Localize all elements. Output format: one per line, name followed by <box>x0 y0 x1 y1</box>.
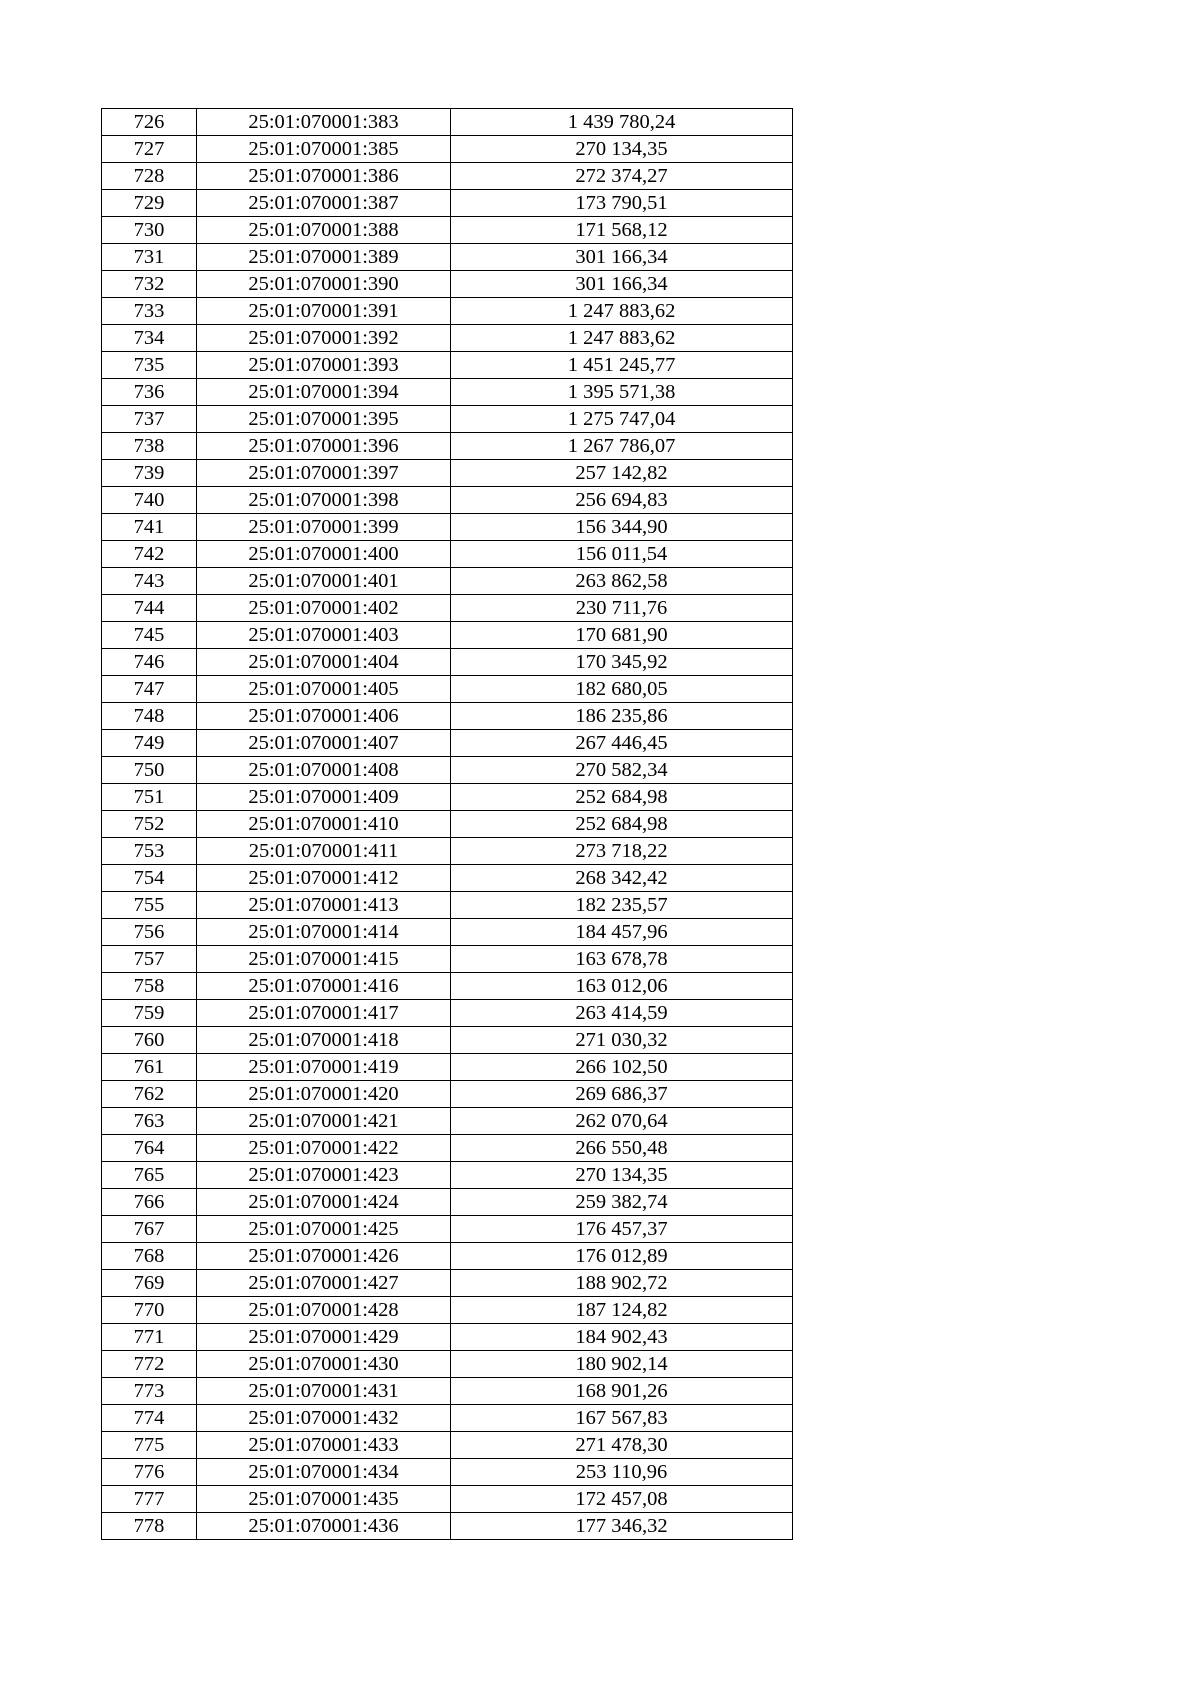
table-row <box>102 1459 793 1486</box>
table-row <box>102 1486 793 1513</box>
table-row <box>102 163 793 190</box>
row-number-cell: 743 <box>102 568 197 595</box>
cadastral-value-cell: 262 070,64 <box>451 1108 793 1135</box>
table-row <box>102 487 793 514</box>
table-row <box>102 622 793 649</box>
cadastral-value-cell: 270 582,34 <box>451 757 793 784</box>
table-row <box>102 541 793 568</box>
cadastral-number-cell: 25:01:070001:425 <box>197 1216 451 1243</box>
row-number-cell: 746 <box>102 649 197 676</box>
cadastral-value-cell: 301 166,34 <box>451 244 793 271</box>
cadastral-number-cell: 25:01:070001:420 <box>197 1081 451 1108</box>
cadastral-value-cell: 252 684,98 <box>451 784 793 811</box>
cadastral-number-cell: 25:01:070001:398 <box>197 487 451 514</box>
table-row <box>102 784 793 811</box>
table-row <box>102 568 793 595</box>
cadastral-value-cell: 177 346,32 <box>451 1513 793 1540</box>
cadastral-value-cell: 187 124,82 <box>451 1297 793 1324</box>
cadastral-value-cell: 188 902,72 <box>451 1270 793 1297</box>
table-row <box>102 595 793 622</box>
row-number-cell: 751 <box>102 784 197 811</box>
row-number-cell: 741 <box>102 514 197 541</box>
cadastral-number-cell: 25:01:070001:393 <box>197 352 451 379</box>
row-number-cell: 738 <box>102 433 197 460</box>
table-row <box>102 325 793 352</box>
cadastral-number-cell: 25:01:070001:411 <box>197 838 451 865</box>
cadastral-number-cell: 25:01:070001:429 <box>197 1324 451 1351</box>
table-row <box>102 838 793 865</box>
cadastral-number-cell: 25:01:070001:395 <box>197 406 451 433</box>
cadastral-number-cell: 25:01:070001:432 <box>197 1405 451 1432</box>
table-row <box>102 217 793 244</box>
table-row <box>102 460 793 487</box>
cadastral-number-cell: 25:01:070001:400 <box>197 541 451 568</box>
cadastral-number-cell: 25:01:070001:401 <box>197 568 451 595</box>
cadastral-number-cell: 25:01:070001:436 <box>197 1513 451 1540</box>
row-number-cell: 771 <box>102 1324 197 1351</box>
table-row <box>102 730 793 757</box>
cadastral-number-cell: 25:01:070001:403 <box>197 622 451 649</box>
cadastral-number-cell: 25:01:070001:423 <box>197 1162 451 1189</box>
table-row <box>102 406 793 433</box>
cadastral-number-cell: 25:01:070001:409 <box>197 784 451 811</box>
table-row <box>102 1513 793 1540</box>
cadastral-value-cell: 271 478,30 <box>451 1432 793 1459</box>
row-number-cell: 733 <box>102 298 197 325</box>
table-body <box>102 109 793 1540</box>
cadastral-number-cell: 25:01:070001:385 <box>197 136 451 163</box>
cadastral-value-cell: 1 275 747,04 <box>451 406 793 433</box>
cadastral-value-cell: 256 694,83 <box>451 487 793 514</box>
cadastral-number-cell: 25:01:070001:424 <box>197 1189 451 1216</box>
table-row <box>102 1432 793 1459</box>
table-row <box>102 1378 793 1405</box>
table-row <box>102 946 793 973</box>
row-number-cell: 742 <box>102 541 197 568</box>
row-number-cell: 773 <box>102 1378 197 1405</box>
cadastral-number-cell: 25:01:070001:421 <box>197 1108 451 1135</box>
row-number-cell: 762 <box>102 1081 197 1108</box>
table-row <box>102 514 793 541</box>
cadastral-number-cell: 25:01:070001:426 <box>197 1243 451 1270</box>
cadastral-value-cell: 1 247 883,62 <box>451 298 793 325</box>
table-row <box>102 1054 793 1081</box>
row-number-cell: 769 <box>102 1270 197 1297</box>
row-number-cell: 735 <box>102 352 197 379</box>
table-row <box>102 1108 793 1135</box>
row-number-cell: 727 <box>102 136 197 163</box>
cadastral-value-cell: 168 901,26 <box>451 1378 793 1405</box>
cadastral-value-cell: 253 110,96 <box>451 1459 793 1486</box>
cadastral-value-cell: 156 344,90 <box>451 514 793 541</box>
row-number-cell: 777 <box>102 1486 197 1513</box>
cadastral-number-cell: 25:01:070001:397 <box>197 460 451 487</box>
table-row <box>102 379 793 406</box>
cadastral-value-cell: 184 902,43 <box>451 1324 793 1351</box>
cadastral-number-cell: 25:01:070001:399 <box>197 514 451 541</box>
row-number-cell: 763 <box>102 1108 197 1135</box>
cadastral-number-cell: 25:01:070001:387 <box>197 190 451 217</box>
table-row <box>102 1027 793 1054</box>
row-number-cell: 749 <box>102 730 197 757</box>
row-number-cell: 765 <box>102 1162 197 1189</box>
cadastral-value-cell: 301 166,34 <box>451 271 793 298</box>
row-number-cell: 747 <box>102 676 197 703</box>
row-number-cell: 728 <box>102 163 197 190</box>
cadastral-value-cell: 1 451 245,77 <box>451 352 793 379</box>
cadastral-value-cell: 270 134,35 <box>451 1162 793 1189</box>
row-number-cell: 760 <box>102 1027 197 1054</box>
cadastral-number-cell: 25:01:070001:416 <box>197 973 451 1000</box>
cadastral-number-cell: 25:01:070001:404 <box>197 649 451 676</box>
table-row <box>102 1270 793 1297</box>
cadastral-number-cell: 25:01:070001:413 <box>197 892 451 919</box>
table-row <box>102 1189 793 1216</box>
table-row <box>102 136 793 163</box>
cadastral-value-cell: 170 681,90 <box>451 622 793 649</box>
cadastral-value-cell: 266 550,48 <box>451 1135 793 1162</box>
cadastral-number-cell: 25:01:070001:383 <box>197 109 451 136</box>
table-row <box>102 244 793 271</box>
table-row <box>102 1243 793 1270</box>
table-row <box>102 1000 793 1027</box>
cadastral-value-cell: 171 568,12 <box>451 217 793 244</box>
row-number-cell: 739 <box>102 460 197 487</box>
cadastral-number-cell: 25:01:070001:405 <box>197 676 451 703</box>
cadastral-number-cell: 25:01:070001:419 <box>197 1054 451 1081</box>
cadastral-value-table <box>101 108 793 1540</box>
cadastral-number-cell: 25:01:070001:392 <box>197 325 451 352</box>
cadastral-value-cell: 1 267 786,07 <box>451 433 793 460</box>
cadastral-number-cell: 25:01:070001:422 <box>197 1135 451 1162</box>
row-number-cell: 774 <box>102 1405 197 1432</box>
cadastral-value-cell: 1 247 883,62 <box>451 325 793 352</box>
cadastral-value-cell: 170 345,92 <box>451 649 793 676</box>
row-number-cell: 772 <box>102 1351 197 1378</box>
table-row <box>102 1162 793 1189</box>
row-number-cell: 770 <box>102 1297 197 1324</box>
cadastral-value-cell: 173 790,51 <box>451 190 793 217</box>
cadastral-value-cell: 269 686,37 <box>451 1081 793 1108</box>
table-row <box>102 892 793 919</box>
cadastral-number-cell: 25:01:070001:390 <box>197 271 451 298</box>
row-number-cell: 752 <box>102 811 197 838</box>
row-number-cell: 758 <box>102 973 197 1000</box>
cadastral-value-cell: 172 457,08 <box>451 1486 793 1513</box>
cadastral-number-cell: 25:01:070001:394 <box>197 379 451 406</box>
cadastral-value-cell: 272 374,27 <box>451 163 793 190</box>
cadastral-number-cell: 25:01:070001:428 <box>197 1297 451 1324</box>
cadastral-value-cell: 180 902,14 <box>451 1351 793 1378</box>
cadastral-number-cell: 25:01:070001:417 <box>197 1000 451 1027</box>
cadastral-value-cell: 266 102,50 <box>451 1054 793 1081</box>
row-number-cell: 761 <box>102 1054 197 1081</box>
cadastral-number-cell: 25:01:070001:415 <box>197 946 451 973</box>
table-row <box>102 919 793 946</box>
cadastral-value-cell: 267 446,45 <box>451 730 793 757</box>
table-row <box>102 973 793 1000</box>
row-number-cell: 740 <box>102 487 197 514</box>
table-row <box>102 352 793 379</box>
cadastral-number-cell: 25:01:070001:386 <box>197 163 451 190</box>
row-number-cell: 734 <box>102 325 197 352</box>
cadastral-number-cell: 25:01:070001:407 <box>197 730 451 757</box>
cadastral-value-cell: 270 134,35 <box>451 136 793 163</box>
table-row <box>102 190 793 217</box>
row-number-cell: 754 <box>102 865 197 892</box>
table-row <box>102 757 793 784</box>
table-row <box>102 433 793 460</box>
cadastral-value-cell: 156 011,54 <box>451 541 793 568</box>
row-number-cell: 730 <box>102 217 197 244</box>
cadastral-value-cell: 186 235,86 <box>451 703 793 730</box>
cadastral-number-cell: 25:01:070001:431 <box>197 1378 451 1405</box>
table-row <box>102 649 793 676</box>
cadastral-value-cell: 182 680,05 <box>451 676 793 703</box>
row-number-cell: 726 <box>102 109 197 136</box>
cadastral-value-cell: 1 439 780,24 <box>451 109 793 136</box>
cadastral-number-cell: 25:01:070001:406 <box>197 703 451 730</box>
cadastral-value-cell: 163 678,78 <box>451 946 793 973</box>
cadastral-value-cell: 176 012,89 <box>451 1243 793 1270</box>
row-number-cell: 755 <box>102 892 197 919</box>
table-row <box>102 676 793 703</box>
row-number-cell: 778 <box>102 1513 197 1540</box>
cadastral-value-cell: 163 012,06 <box>451 973 793 1000</box>
table-row <box>102 109 793 136</box>
table-row <box>102 1216 793 1243</box>
cadastral-number-cell: 25:01:070001:427 <box>197 1270 451 1297</box>
cadastral-value-cell: 182 235,57 <box>451 892 793 919</box>
cadastral-value-cell: 263 414,59 <box>451 1000 793 1027</box>
cadastral-number-cell: 25:01:070001:414 <box>197 919 451 946</box>
cadastral-number-cell: 25:01:070001:402 <box>197 595 451 622</box>
row-number-cell: 750 <box>102 757 197 784</box>
row-number-cell: 732 <box>102 271 197 298</box>
cadastral-value-cell: 176 457,37 <box>451 1216 793 1243</box>
row-number-cell: 744 <box>102 595 197 622</box>
table-row <box>102 811 793 838</box>
table-row <box>102 1351 793 1378</box>
cadastral-value-cell: 1 395 571,38 <box>451 379 793 406</box>
cadastral-number-cell: 25:01:070001:430 <box>197 1351 451 1378</box>
cadastral-value-cell: 268 342,42 <box>451 865 793 892</box>
row-number-cell: 767 <box>102 1216 197 1243</box>
cadastral-number-cell: 25:01:070001:391 <box>197 298 451 325</box>
cadastral-number-cell: 25:01:070001:410 <box>197 811 451 838</box>
cadastral-value-cell: 252 684,98 <box>451 811 793 838</box>
table-row <box>102 1135 793 1162</box>
cadastral-number-cell: 25:01:070001:388 <box>197 217 451 244</box>
cadastral-value-cell: 184 457,96 <box>451 919 793 946</box>
row-number-cell: 775 <box>102 1432 197 1459</box>
table-row <box>102 1324 793 1351</box>
row-number-cell: 748 <box>102 703 197 730</box>
cadastral-value-cell: 259 382,74 <box>451 1189 793 1216</box>
cadastral-number-cell: 25:01:070001:389 <box>197 244 451 271</box>
table-row <box>102 1297 793 1324</box>
cadastral-value-cell: 273 718,22 <box>451 838 793 865</box>
cadastral-number-cell: 25:01:070001:418 <box>197 1027 451 1054</box>
table-row <box>102 703 793 730</box>
table-row <box>102 271 793 298</box>
row-number-cell: 756 <box>102 919 197 946</box>
row-number-cell: 737 <box>102 406 197 433</box>
row-number-cell: 729 <box>102 190 197 217</box>
table-row <box>102 1081 793 1108</box>
cadastral-value-cell: 167 567,83 <box>451 1405 793 1432</box>
row-number-cell: 753 <box>102 838 197 865</box>
cadastral-number-cell: 25:01:070001:412 <box>197 865 451 892</box>
cadastral-number-cell: 25:01:070001:396 <box>197 433 451 460</box>
table-row <box>102 865 793 892</box>
row-number-cell: 764 <box>102 1135 197 1162</box>
row-number-cell: 776 <box>102 1459 197 1486</box>
row-number-cell: 766 <box>102 1189 197 1216</box>
row-number-cell: 759 <box>102 1000 197 1027</box>
cadastral-value-cell: 257 142,82 <box>451 460 793 487</box>
cadastral-number-cell: 25:01:070001:435 <box>197 1486 451 1513</box>
cadastral-value-cell: 263 862,58 <box>451 568 793 595</box>
cadastral-value-cell: 271 030,32 <box>451 1027 793 1054</box>
row-number-cell: 745 <box>102 622 197 649</box>
row-number-cell: 757 <box>102 946 197 973</box>
table-row <box>102 1405 793 1432</box>
cadastral-number-cell: 25:01:070001:408 <box>197 757 451 784</box>
row-number-cell: 736 <box>102 379 197 406</box>
row-number-cell: 768 <box>102 1243 197 1270</box>
cadastral-number-cell: 25:01:070001:434 <box>197 1459 451 1486</box>
cadastral-value-cell: 230 711,76 <box>451 595 793 622</box>
table-row <box>102 298 793 325</box>
cadastral-number-cell: 25:01:070001:433 <box>197 1432 451 1459</box>
row-number-cell: 731 <box>102 244 197 271</box>
